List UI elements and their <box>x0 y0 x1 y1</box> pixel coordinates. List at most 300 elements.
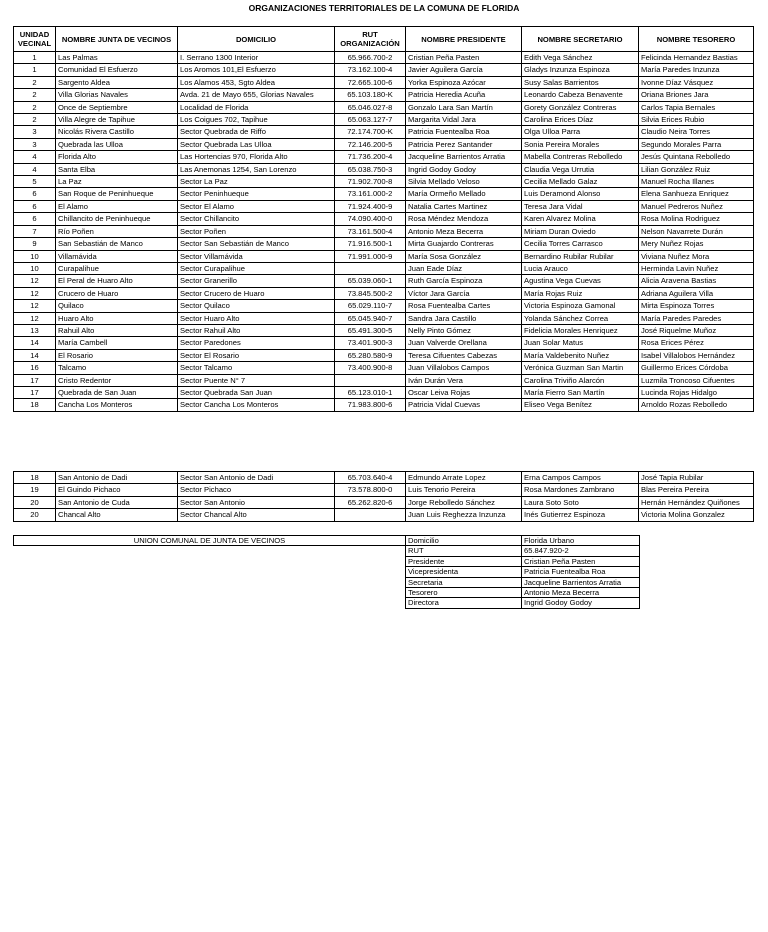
cell-nombre-junta: Nicolás Rivera Castillo <box>56 126 178 138</box>
cell-nombre-junta: Quebrada de San Juan <box>56 386 178 398</box>
cell-unidad-vecinal: 2 <box>14 101 56 113</box>
cell-secretario: Agustina Vega Cuevas <box>522 275 639 287</box>
cell-tesorero: Alicia Aravena Bastias <box>639 275 754 287</box>
cell-tesorero: Rosa Molina Rodriguez <box>639 213 754 225</box>
cell-rut: 65.029.110-7 <box>335 300 406 312</box>
cell-nombre-junta: Cancha Los Monteros <box>56 399 178 411</box>
cell-tesorero: Isabel Villalobos Hernández <box>639 349 754 361</box>
cell-presidente: Rosa Méndez Mendoza <box>406 213 522 225</box>
header-rut: RUT ORGANIZACIÓN <box>335 27 406 52</box>
cell-tesorero: María Paredes Inzunza <box>639 64 754 76</box>
cell-presidente: Luis Tenorio Pereira <box>406 484 522 496</box>
cell-domicilio: Los Aromos 101,El Esfuerzo <box>178 64 335 76</box>
header-tesorero: NOMBRE TESORERO <box>639 27 754 52</box>
cell-tesorero: Mirta Espinoza Torres <box>639 300 754 312</box>
union-field-label: Vicepresidenta <box>406 567 522 577</box>
cell-presidente: Javier Aguilera García <box>406 64 522 76</box>
table-row <box>14 300 754 312</box>
cell-nombre-junta: Sargento Aldea <box>56 76 178 88</box>
cell-tesorero: Viviana Nuñez Mora <box>639 250 754 262</box>
union-field-value: Florida Urbano <box>522 536 640 546</box>
cell-domicilio: Sector Curapalihue <box>178 262 335 274</box>
table-row <box>14 138 754 150</box>
table-row <box>14 287 754 299</box>
cell-unidad-vecinal: 3 <box>14 138 56 150</box>
cell-secretario: Eliseo Vega Benítez <box>522 399 639 411</box>
cell-rut: 65.123.010-1 <box>335 386 406 398</box>
union-field-value: Patricia Fuentealba Roa <box>522 567 640 577</box>
table-row <box>14 312 754 324</box>
cell-rut: 71.983.800-6 <box>335 399 406 411</box>
cell-unidad-vecinal: 18 <box>14 399 56 411</box>
cell-tesorero: Herminda Lavin Nuñez <box>639 262 754 274</box>
cell-nombre-junta: Quilaco <box>56 300 178 312</box>
cell-unidad-vecinal: 2 <box>14 89 56 101</box>
cell-rut: 65.280.580-9 <box>335 349 406 361</box>
union-comunal-table <box>13 535 640 609</box>
cell-domicilio: Sector Cancha Los Monteros <box>178 399 335 411</box>
cell-nombre-junta: Florida Alto <box>56 151 178 163</box>
cell-nombre-junta: El Rosario <box>56 349 178 361</box>
cell-secretario: Cecilia Mellado Galaz <box>522 176 639 188</box>
cell-secretario: Laura Soto Soto <box>522 496 639 508</box>
cell-unidad-vecinal: 17 <box>14 386 56 398</box>
cell-secretario: Rosa Mardones Zambrano <box>522 484 639 496</box>
cell-secretario: Cecilia Torres Carrasco <box>522 238 639 250</box>
union-field-label: Tesorero <box>406 588 522 598</box>
cell-domicilio: Sector Puente N° 7 <box>178 374 335 386</box>
union-label: UNION COMUNAL DE JUNTA DE VECINOS <box>14 536 406 546</box>
union-spacer <box>14 567 406 577</box>
header-unidad-vecinal: UNIDAD VECINAL <box>14 27 56 52</box>
cell-secretario: María Fierro San Martín <box>522 386 639 398</box>
union-field-value: 65.847.920-2 <box>522 546 640 556</box>
cell-nombre-junta: San Antonio de Cuda <box>56 496 178 508</box>
cell-domicilio: Sector Chillancito <box>178 213 335 225</box>
cell-unidad-vecinal: 14 <box>14 337 56 349</box>
table-row <box>14 52 754 64</box>
cell-rut: 65.038.750-3 <box>335 163 406 175</box>
header-nombre-junta: NOMBRE JUNTA DE VECINOS <box>56 27 178 52</box>
cell-unidad-vecinal: 1 <box>14 64 56 76</box>
cell-unidad-vecinal: 18 <box>14 472 56 484</box>
cell-nombre-junta: Cristo Redentor <box>56 374 178 386</box>
cell-domicilio: Sector Pichaco <box>178 484 335 496</box>
cell-presidente: Juan Villalobos Campos <box>406 362 522 374</box>
cell-rut: 71.991.000-9 <box>335 250 406 262</box>
cell-domicilio: Sector San Antonio <box>178 496 335 508</box>
cell-tesorero: Victoria Molina Gonzalez <box>639 509 754 521</box>
table-row <box>14 200 754 212</box>
cell-secretario: Gladys Inzunza Espinoza <box>522 64 639 76</box>
cell-rut: 74.090.400-0 <box>335 213 406 225</box>
cell-rut <box>335 262 406 274</box>
cell-presidente: María Ormeño Mellado <box>406 188 522 200</box>
cell-secretario: Erna Campos Campos <box>522 472 639 484</box>
header-presidente: NOMBRE PRESIDENTE <box>406 27 522 52</box>
cell-nombre-junta: María Cambell <box>56 337 178 349</box>
organizations-table-continued <box>13 471 754 522</box>
cell-unidad-vecinal: 7 <box>14 225 56 237</box>
cell-rut: 73.162.100-4 <box>335 64 406 76</box>
cell-presidente: Ingrid Godoy Godoy <box>406 163 522 175</box>
cell-presidente: Nelly Pinto Gómez <box>406 324 522 336</box>
table-row <box>14 176 754 188</box>
cell-tesorero: Silvia Erices Rubio <box>639 114 754 126</box>
cell-presidente: Jorge Rebolledo Sánchez <box>406 496 522 508</box>
cell-tesorero: Felicinda Hernandez Bastias <box>639 52 754 64</box>
table-row <box>14 114 754 126</box>
cell-domicilio: Sector Paredones <box>178 337 335 349</box>
cell-domicilio: Las Anemonas 1254, San Lorenzo <box>178 163 335 175</box>
cell-nombre-junta: Río Poñen <box>56 225 178 237</box>
table-row <box>14 472 754 484</box>
union-field-label: Secretaria <box>406 577 522 587</box>
cell-rut: 65.262.820-6 <box>335 496 406 508</box>
table-row <box>14 337 754 349</box>
table-row <box>14 362 754 374</box>
cell-domicilio: Sector Poñen <box>178 225 335 237</box>
cell-tesorero: Mery Nuñez Rojas <box>639 238 754 250</box>
cell-domicilio: Sector Chancal Alto <box>178 509 335 521</box>
table-header-row <box>14 27 754 52</box>
cell-nombre-junta: Huaro Alto <box>56 312 178 324</box>
table-row <box>14 324 754 336</box>
cell-domicilio: Sector La Paz <box>178 176 335 188</box>
cell-secretario: Sonia Pereira Morales <box>522 138 639 150</box>
cell-presidente: Oscar Leiva Rojas <box>406 386 522 398</box>
table-row <box>14 89 754 101</box>
cell-unidad-vecinal: 12 <box>14 300 56 312</box>
cell-domicilio: Sector Rahuil Alto <box>178 324 335 336</box>
cell-nombre-junta: El Peral de Huaro Alto <box>56 275 178 287</box>
cell-secretario: Yolanda Sánchez Correa <box>522 312 639 324</box>
cell-nombre-junta: El Alamo <box>56 200 178 212</box>
cell-presidente: Teresa Cifuentes Cabezas <box>406 349 522 361</box>
cell-presidente: Patricia Perez Santander <box>406 138 522 150</box>
cell-rut: 72.665.100-6 <box>335 76 406 88</box>
union-row <box>14 567 640 577</box>
cell-tesorero: Jesús Quintana Rebolledo <box>639 151 754 163</box>
cell-domicilio: Sector Quilaco <box>178 300 335 312</box>
cell-unidad-vecinal: 4 <box>14 151 56 163</box>
cell-secretario: Inés Gutierrez Espinoza <box>522 509 639 521</box>
cell-rut: 71.736.200-4 <box>335 151 406 163</box>
cell-secretario: Mabella Contreras Rebolledo <box>522 151 639 163</box>
union-field-label: Presidente <box>406 556 522 566</box>
table-row <box>14 250 754 262</box>
table-row <box>14 484 754 496</box>
cell-unidad-vecinal: 20 <box>14 496 56 508</box>
cell-tesorero: Lilian González Ruiz <box>639 163 754 175</box>
header-domicilio: DOMICILIO <box>178 27 335 52</box>
table-row <box>14 64 754 76</box>
union-row <box>14 536 640 546</box>
cell-nombre-junta: El Guindo Pichaco <box>56 484 178 496</box>
cell-rut: 71.924.400-9 <box>335 200 406 212</box>
union-field-value: Antonio Meza Becerra <box>522 588 640 598</box>
cell-tesorero: Hernán Hernández Quiñones <box>639 496 754 508</box>
union-field-label: Directora <box>406 598 522 608</box>
cell-unidad-vecinal: 3 <box>14 126 56 138</box>
table-row <box>14 225 754 237</box>
cell-nombre-junta: Curapalihue <box>56 262 178 274</box>
cell-presidente: Víctor Jara García <box>406 287 522 299</box>
cell-tesorero: Elena Sanhueza Enriquez <box>639 188 754 200</box>
cell-unidad-vecinal: 10 <box>14 250 56 262</box>
cell-presidente: Juan Luis Reghezza Inzunza <box>406 509 522 521</box>
cell-tesorero: Arnoldo Rozas Rebolledo <box>639 399 754 411</box>
cell-unidad-vecinal: 6 <box>14 213 56 225</box>
cell-rut: 65.966.700-2 <box>335 52 406 64</box>
cell-rut <box>335 509 406 521</box>
union-row <box>14 546 640 556</box>
cell-domicilio: Sector Crucero de Huaro <box>178 287 335 299</box>
union-spacer <box>14 577 406 587</box>
cell-rut: 65.703.640-4 <box>335 472 406 484</box>
cell-unidad-vecinal: 6 <box>14 200 56 212</box>
table-row <box>14 188 754 200</box>
cell-unidad-vecinal: 9 <box>14 238 56 250</box>
organizations-table <box>13 26 754 412</box>
cell-nombre-junta: La Paz <box>56 176 178 188</box>
cell-tesorero: Lucinda Rojas Hidalgo <box>639 386 754 398</box>
cell-nombre-junta: Chancal Alto <box>56 509 178 521</box>
cell-nombre-junta: Crucero de Huaro <box>56 287 178 299</box>
union-field-value: Jacqueline Barrientos Arratia <box>522 577 640 587</box>
cell-secretario: Juan Solar Matus <box>522 337 639 349</box>
table-row <box>14 151 754 163</box>
cell-tesorero: José Riquelme Muñoz <box>639 324 754 336</box>
cell-nombre-junta: Villa Glorias Navales <box>56 89 178 101</box>
cell-domicilio: Sector El Rosario <box>178 349 335 361</box>
union-spacer <box>14 546 406 556</box>
cell-unidad-vecinal: 10 <box>14 262 56 274</box>
cell-unidad-vecinal: 6 <box>14 188 56 200</box>
cell-nombre-junta: San Roque de Peninhueque <box>56 188 178 200</box>
cell-secretario: Lucia Arauco <box>522 262 639 274</box>
cell-unidad-vecinal: 16 <box>14 362 56 374</box>
cell-rut: 73.161.500-4 <box>335 225 406 237</box>
cell-presidente: Natalia Cartes Martinez <box>406 200 522 212</box>
cell-secretario: Luis Deramond Alonso <box>522 188 639 200</box>
cell-domicilio: Sector Talcamo <box>178 362 335 374</box>
cell-unidad-vecinal: 12 <box>14 287 56 299</box>
cell-domicilio: Sector Granerillo <box>178 275 335 287</box>
page-title: ORGANIZACIONES TERRITORIALES DE LA COMUNA DE FLORIDA <box>248 3 520 13</box>
cell-tesorero: Ivonne Díaz Vásquez <box>639 76 754 88</box>
cell-domicilio: Las Hortencias 970, Florida Alto <box>178 151 335 163</box>
table-row <box>14 349 754 361</box>
cell-secretario: Claudia Vega Urrutia <box>522 163 639 175</box>
union-field-value: Ingrid Godoy Godoy <box>522 598 640 608</box>
cell-nombre-junta: Once de Septiembre <box>56 101 178 113</box>
cell-rut: 73.401.900-3 <box>335 337 406 349</box>
cell-unidad-vecinal: 5 <box>14 176 56 188</box>
cell-nombre-junta: San Antonio de Dadi <box>56 472 178 484</box>
cell-secretario: Carolina Triviño Alarcón <box>522 374 639 386</box>
union-spacer <box>14 588 406 598</box>
cell-secretario: Victoria Espinoza Gamonal <box>522 300 639 312</box>
table-row <box>14 399 754 411</box>
cell-nombre-junta: San Sebastián de Manco <box>56 238 178 250</box>
table-row <box>14 126 754 138</box>
cell-secretario: Bernardino Rubilar Rubilar <box>522 250 639 262</box>
cell-rut: 73.845.500-2 <box>335 287 406 299</box>
cell-unidad-vecinal: 4 <box>14 163 56 175</box>
cell-secretario: Gorety González Contreras <box>522 101 639 113</box>
cell-unidad-vecinal: 19 <box>14 484 56 496</box>
cell-nombre-junta: Comunidad El Esfuerzo <box>56 64 178 76</box>
table-row <box>14 101 754 113</box>
cell-presidente: Rosa Fuentealba Cartes <box>406 300 522 312</box>
table-row <box>14 374 754 386</box>
table-row <box>14 386 754 398</box>
cell-presidente: Juan Valverde Orellana <box>406 337 522 349</box>
cell-secretario: Fidelicia Morales Henriquez <box>522 324 639 336</box>
cell-unidad-vecinal: 13 <box>14 324 56 336</box>
cell-presidente: María Sosa González <box>406 250 522 262</box>
cell-rut: 73.161.000-2 <box>335 188 406 200</box>
cell-presidente: Mirta Guajardo Contreras <box>406 238 522 250</box>
cell-presidente: Margarita Vidal Jara <box>406 114 522 126</box>
cell-domicilio: Los Coigues 702, Tapihue <box>178 114 335 126</box>
cell-rut: 73.400.900-8 <box>335 362 406 374</box>
cell-tesorero: José Tapia Rubilar <box>639 472 754 484</box>
cell-domicilio: Avda. 21 de Mayo 655, Glorias Navales <box>178 89 335 101</box>
cell-domicilio: Los Alamos 453, Sgto Aldea <box>178 76 335 88</box>
cell-nombre-junta: Villamávida <box>56 250 178 262</box>
cell-presidente: Silvia Mellado Veloso <box>406 176 522 188</box>
cell-tesorero: Claudio Neira Torres <box>639 126 754 138</box>
table-row <box>14 262 754 274</box>
cell-unidad-vecinal: 12 <box>14 275 56 287</box>
union-row <box>14 577 640 587</box>
cell-presidente: Patricia Vidal Cuevas <box>406 399 522 411</box>
cell-domicilio: Sector Quebrada de Riffo <box>178 126 335 138</box>
cell-presidente: Yorka Espinoza Azócar <box>406 76 522 88</box>
cell-nombre-junta: Villa Alegre de Tapihue <box>56 114 178 126</box>
cell-secretario: Edith Vega Sánchez <box>522 52 639 64</box>
cell-unidad-vecinal: 12 <box>14 312 56 324</box>
cell-unidad-vecinal: 1 <box>14 52 56 64</box>
cell-secretario: Teresa Jara Vidal <box>522 200 639 212</box>
cell-presidente: Sandra Jara Castillo <box>406 312 522 324</box>
cell-presidente: Antonio Meza Becerra <box>406 225 522 237</box>
cell-domicilio: Sector El Alamo <box>178 200 335 212</box>
cell-nombre-junta: Quebrada las Ulloa <box>56 138 178 150</box>
cell-secretario: María Rojas Ruiz <box>522 287 639 299</box>
cell-domicilio: I. Serrano 1300 Interior <box>178 52 335 64</box>
union-row <box>14 588 640 598</box>
cell-secretario: Susy Salas Barrientos <box>522 76 639 88</box>
cell-tesorero: Segundo Morales Parra <box>639 138 754 150</box>
union-row <box>14 598 640 608</box>
cell-presidente: Edmundo Arrate Lopez <box>406 472 522 484</box>
union-field-label: RUT <box>406 546 522 556</box>
cell-domicilio: Sector San Sebastián de Manco <box>178 238 335 250</box>
cell-rut: 72.146.200-5 <box>335 138 406 150</box>
cell-presidente: Juan Eade Díaz <box>406 262 522 274</box>
union-row <box>14 556 640 566</box>
cell-domicilio: Localidad de Florida <box>178 101 335 113</box>
cell-unidad-vecinal: 2 <box>14 76 56 88</box>
cell-tesorero: Manuel Rocha Illanes <box>639 176 754 188</box>
cell-rut: 65.103.180-K <box>335 89 406 101</box>
cell-rut <box>335 374 406 386</box>
cell-secretario: María Valdebenito Nuñez <box>522 349 639 361</box>
union-field-value: Cristian Peña Pasten <box>522 556 640 566</box>
table-row <box>14 163 754 175</box>
cell-tesorero: Nelson Navarrete Durán <box>639 225 754 237</box>
cell-unidad-vecinal: 14 <box>14 349 56 361</box>
cell-unidad-vecinal: 17 <box>14 374 56 386</box>
cell-tesorero: Blas Pereira Pereira <box>639 484 754 496</box>
cell-nombre-junta: Chillancito de Peninhueque <box>56 213 178 225</box>
cell-presidente: Jacqueline Barrientos Arratia <box>406 151 522 163</box>
cell-rut: 65.045.940-7 <box>335 312 406 324</box>
cell-secretario: Karen Alvarez Molina <box>522 213 639 225</box>
cell-rut: 73.578.800-0 <box>335 484 406 496</box>
cell-unidad-vecinal: 2 <box>14 114 56 126</box>
cell-tesorero: Luzmila Troncoso Cifuentes <box>639 374 754 386</box>
cell-presidente: Iván Durán Vera <box>406 374 522 386</box>
cell-rut: 71.902.700-8 <box>335 176 406 188</box>
cell-domicilio: Sector Huaro Alto <box>178 312 335 324</box>
table-row <box>14 509 754 521</box>
cell-secretario: Leonardo Cabeza Benavente <box>522 89 639 101</box>
cell-secretario: Verónica Guzman San Martin <box>522 362 639 374</box>
cell-secretario: Carolina Erices Díaz <box>522 114 639 126</box>
cell-secretario: Miriam Duran Oviedo <box>522 225 639 237</box>
cell-tesorero: Rosa Erices Pérez <box>639 337 754 349</box>
cell-nombre-junta: Rahuil Alto <box>56 324 178 336</box>
union-spacer <box>14 556 406 566</box>
table-row <box>14 76 754 88</box>
header-secretario: NOMBRE SECRETARIO <box>522 27 639 52</box>
cell-presidente: Gonzalo Lara San Martín <box>406 101 522 113</box>
cell-secretario: Olga Ulloa Parra <box>522 126 639 138</box>
cell-domicilio: Sector San Antonio de Dadi <box>178 472 335 484</box>
cell-tesorero: María Paredes Paredes <box>639 312 754 324</box>
cell-rut: 72.174.700-K <box>335 126 406 138</box>
cell-tesorero: Carlos Tapia Bernales <box>639 101 754 113</box>
cell-domicilio: Sector Quebrada Las Ulloa <box>178 138 335 150</box>
cell-presidente: Cristian Peña Pasten <box>406 52 522 64</box>
cell-nombre-junta: Santa Elba <box>56 163 178 175</box>
cell-rut: 65.491.300-5 <box>335 324 406 336</box>
union-field-label: Domicilio <box>406 536 522 546</box>
table-row <box>14 213 754 225</box>
cell-rut: 71.916.500-1 <box>335 238 406 250</box>
cell-unidad-vecinal: 20 <box>14 509 56 521</box>
cell-presidente: Patricia Fuentealba Roa <box>406 126 522 138</box>
cell-tesorero: Manuel Pedreros Nuñez <box>639 200 754 212</box>
cell-tesorero: Guillermo Erices Córdoba <box>639 362 754 374</box>
cell-presidente: Patricia Heredia Acuña <box>406 89 522 101</box>
cell-rut: 65.039.060-1 <box>335 275 406 287</box>
table-row <box>14 275 754 287</box>
table-row <box>14 238 754 250</box>
cell-domicilio: Sector Peninhueque <box>178 188 335 200</box>
cell-presidente: Ruth García Espinoza <box>406 275 522 287</box>
cell-rut: 65.063.127-7 <box>335 114 406 126</box>
cell-rut: 65.046.027-8 <box>335 101 406 113</box>
union-spacer <box>14 598 406 608</box>
table-row <box>14 496 754 508</box>
cell-nombre-junta: Las Palmas <box>56 52 178 64</box>
cell-tesorero: Adriana Aguilera Villa <box>639 287 754 299</box>
